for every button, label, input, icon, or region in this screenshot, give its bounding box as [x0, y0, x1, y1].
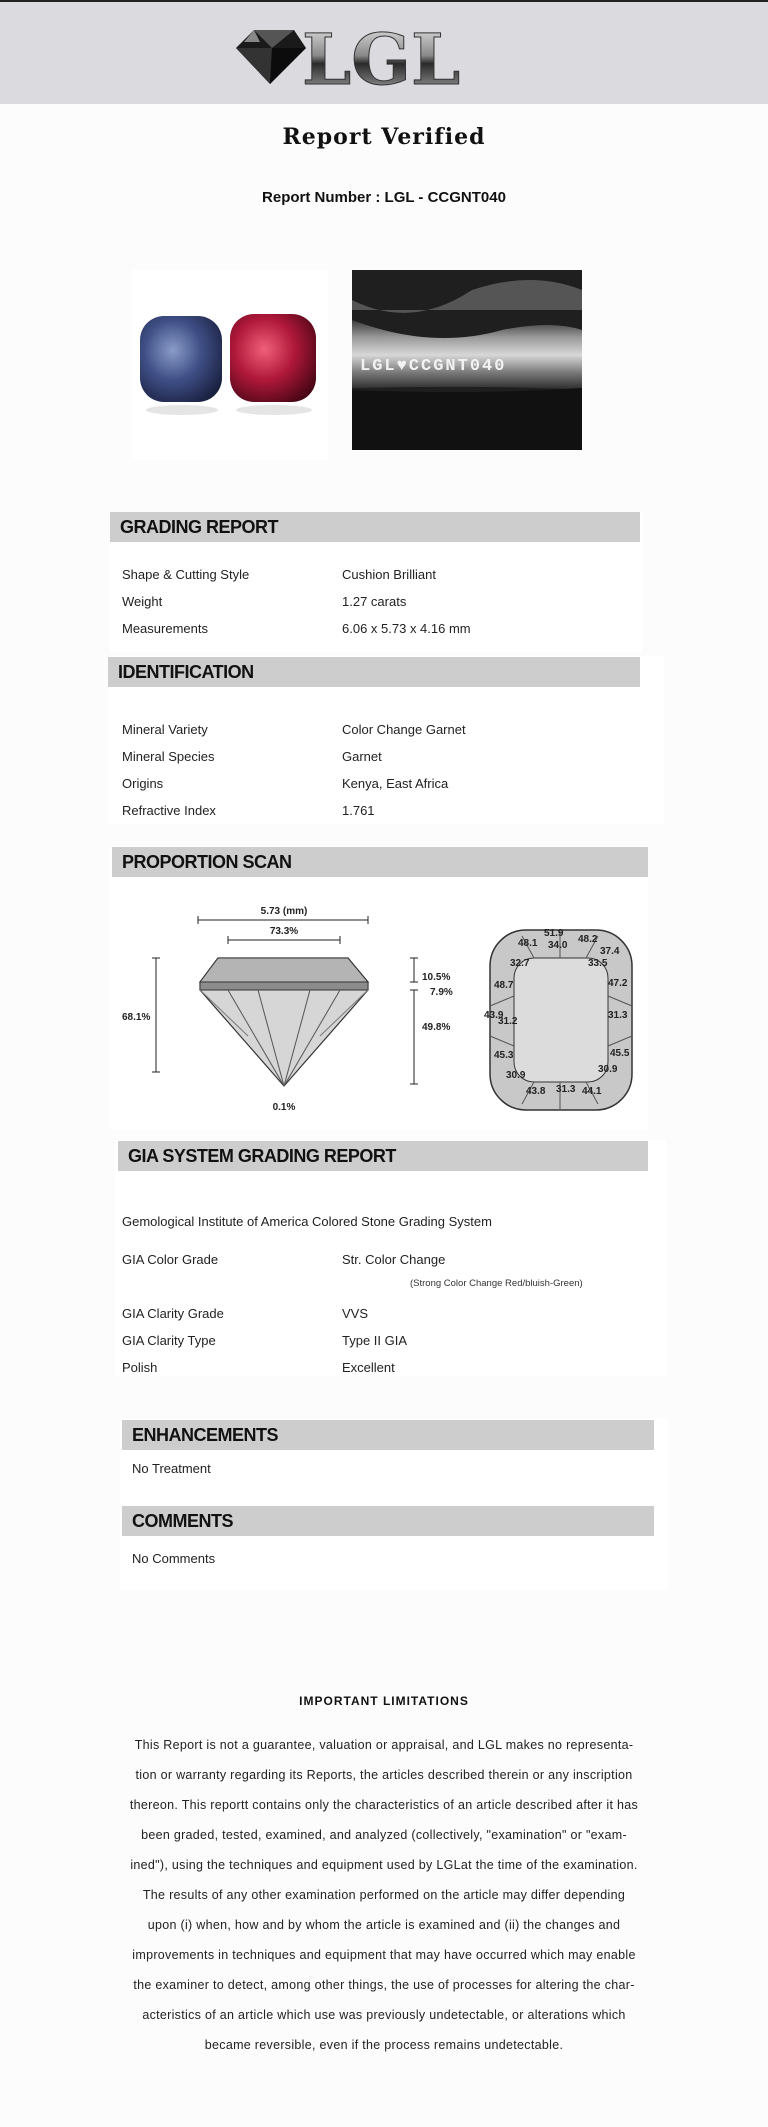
svg-text:48.1: 48.1 [518, 938, 538, 949]
svg-text:34.0: 34.0 [548, 940, 568, 951]
svg-text:32.7: 32.7 [510, 958, 530, 969]
row-label: Refractive Index [122, 803, 216, 818]
row-label: Weight [122, 594, 163, 609]
svg-text:31.3: 31.3 [556, 1084, 576, 1095]
svg-text:45.3: 45.3 [494, 1050, 514, 1061]
svg-text:30.9: 30.9 [598, 1064, 618, 1075]
svg-text:51.9: 51.9 [544, 928, 564, 939]
limitations-line: improvements in techniques and equipment that may have occurred which may enable [132, 1948, 636, 1962]
pavilion-pct-label: 49.8% [422, 1022, 451, 1033]
row-label: Measurements [122, 621, 208, 636]
svg-text:33.5: 33.5 [588, 958, 608, 969]
svg-text:LGL♥CCGNT040: LGL♥CCGNT040 [360, 357, 507, 376]
header-banner [0, 2, 768, 104]
inscription-photo [352, 270, 582, 450]
row-label: Shape & Cutting Style [122, 567, 250, 582]
row-label: Origins [122, 776, 164, 791]
svg-text:LGL: LGL [302, 18, 461, 101]
svg-text:31.3: 31.3 [608, 1010, 628, 1021]
row-value: Garnet [342, 749, 382, 764]
girdle-pct-label: 7.9% [430, 987, 453, 998]
lgl-logo [232, 18, 492, 101]
row-value: Type II GIA [342, 1333, 408, 1348]
limitations-line: This Report is not a guarantee, valuation or appraisal, and LGL makes no representa- [134, 1738, 634, 1752]
diamond-icon [236, 30, 306, 84]
report-number: Report Number : LGL - CCGNT040 [262, 189, 506, 206]
row-label: GIA Clarity Grade [122, 1306, 224, 1321]
row-value: Kenya, East Africa [342, 776, 449, 791]
grading-report-heading: GRADING REPORT [110, 512, 640, 542]
gia-system-intro: Gemological Institute of America Colored Stone Grading System [122, 1214, 492, 1229]
row-value: VVS [342, 1306, 369, 1321]
comments-value: No Comments [132, 1551, 216, 1566]
row-value: 1.27 carats [342, 594, 407, 609]
limitations-line: upon (i) when, how and by whom the article is examined and (ii) the changes and [147, 1918, 621, 1932]
row-value: Excellent [342, 1360, 395, 1375]
gemstone-photo [132, 270, 328, 460]
limitations-line: the examiner to detect, among other things, the use of processes for altering the char- [133, 1978, 635, 1992]
svg-text:45.5: 45.5 [610, 1048, 630, 1059]
limitations-line: The results of any other examination performed on the article may differ depending [142, 1888, 626, 1902]
row-value: 1.761 [342, 803, 375, 818]
profile-diagram [118, 906, 453, 1120]
svg-text:44.1: 44.1 [582, 1086, 602, 1097]
svg-text:37.4: 37.4 [600, 946, 620, 957]
enhancements-heading: ENHANCEMENTS [122, 1420, 654, 1450]
row-label: GIA Color Grade [122, 1252, 219, 1267]
row-label: GIA Clarity Type [122, 1333, 216, 1348]
culet-pct-label: 0.1% [272, 1102, 296, 1113]
limitations-line: thereon. This reportt contains only the characteristics of an article described after it has [129, 1798, 639, 1812]
identification-heading: IDENTIFICATION [108, 657, 640, 687]
row-value: 6.06 x 5.73 x 4.16 mm [342, 621, 471, 636]
table-pct-label: 73.3% [269, 926, 299, 937]
svg-text:48.2: 48.2 [578, 934, 598, 945]
depth-pct-label: 68.1% [122, 1012, 151, 1023]
enhancements-value: No Treatment [132, 1461, 211, 1476]
proportion-scan-heading: PROPORTION SCAN [112, 847, 648, 877]
width-label: 5.73 (mm) [260, 906, 308, 917]
row-label: Mineral Species [122, 749, 215, 764]
svg-text:30.9: 30.9 [506, 1070, 526, 1081]
svg-text:47.2: 47.2 [608, 978, 628, 989]
limitations-title: IMPORTANT LIMITATIONS [299, 1694, 469, 1708]
top-view-diagram [474, 906, 646, 1120]
color-grade-note: (Strong Color Change Red/bluish-Green) [410, 1278, 583, 1289]
limitations-line: acteristics of an article which use was previously undetectable, or alterations which [142, 2008, 626, 2022]
gia-system-heading: GIA SYSTEM GRADING REPORT [118, 1141, 648, 1171]
row-value: Cushion Brilliant [342, 567, 436, 582]
row-label: Polish [122, 1360, 158, 1375]
page-title: Report Verified [282, 124, 486, 150]
svg-text:31.2: 31.2 [498, 1016, 518, 1027]
row-value: Color Change Garnet [342, 722, 466, 737]
limitations-line: ined"), using the techniques and equipment used by LGLat the time of the examination. [130, 1858, 638, 1872]
row-value: Str. Color Change [342, 1252, 446, 1267]
row-label: Mineral Variety [122, 722, 208, 737]
svg-text:43.9: 43.9 [484, 1010, 504, 1021]
crown-pct-label: 10.5% [422, 972, 451, 983]
limitations-line: tion or warranty regarding its Reports, the articles described therein or any inscription [135, 1768, 633, 1782]
comments-heading: COMMENTS [122, 1506, 654, 1536]
svg-text:48.7: 48.7 [494, 980, 514, 991]
svg-text:43.8: 43.8 [526, 1086, 546, 1097]
limitations-line: became reversible, even if the process remains undetectable. [204, 2038, 564, 2052]
limitations-line: been graded, tested, examined, and analyzed (collectively, "examination" or "exam- [141, 1828, 627, 1842]
